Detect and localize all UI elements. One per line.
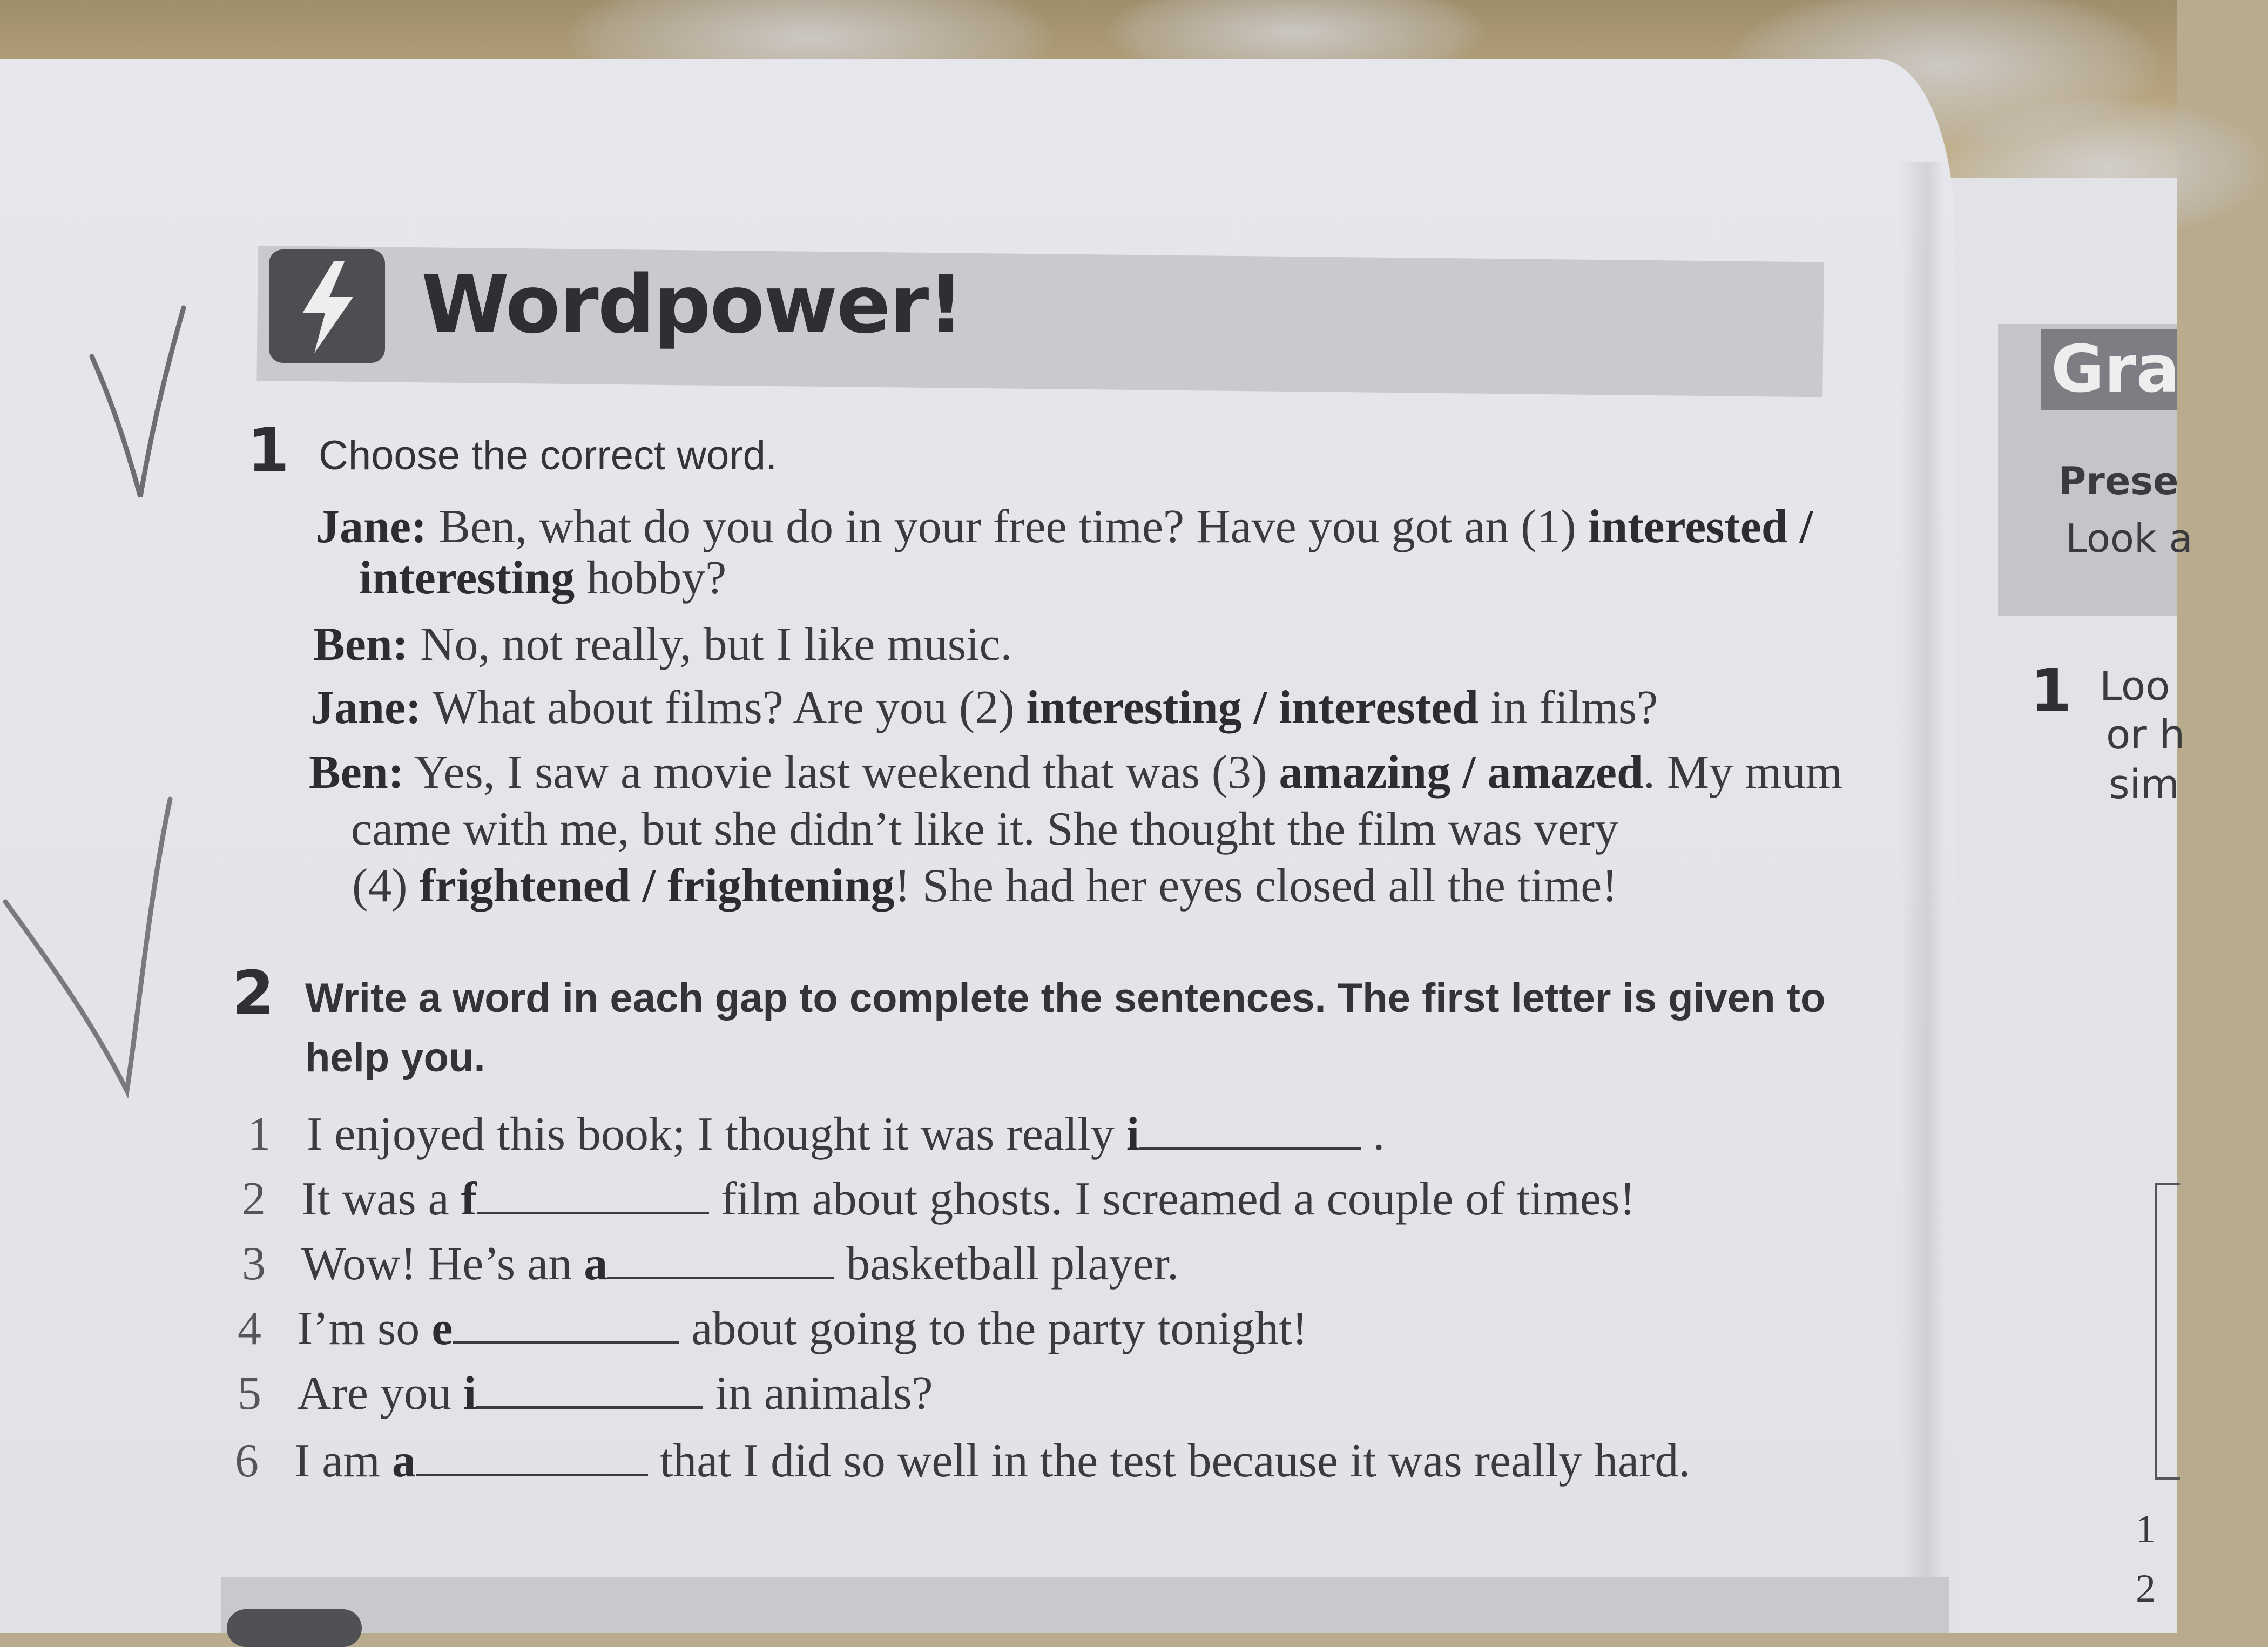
lightning-bolt-icon [269, 249, 385, 363]
dialogue-text: in films? [1478, 681, 1658, 734]
word-options: interesting / interested [1026, 681, 1479, 734]
dialogue-line [316, 500, 1813, 554]
dialogue-text: . My mum [1643, 746, 1843, 799]
sentence-text: Are you [297, 1367, 463, 1420]
word-options: interested / [1588, 501, 1813, 553]
page-gutter [1901, 162, 1944, 1633]
gap-sentence-1 [247, 1107, 1385, 1162]
gap-sentence-5 [238, 1366, 933, 1421]
right-page-number: 2 [2136, 1567, 2156, 1611]
sentence-text: I am [294, 1435, 392, 1487]
handwritten-check-mark [0, 767, 178, 1112]
word-options: frightened / frightening [419, 860, 895, 912]
dialogue-text: No, not really, but I like music. [420, 618, 1013, 671]
dialogue-line [352, 859, 1618, 913]
exercise-1-instruction: Choose the correct word. [319, 433, 778, 478]
first-letter: e [431, 1302, 453, 1355]
right-page-text: Loo [2100, 663, 2170, 710]
right-page-text: sim [2109, 761, 2180, 808]
first-letter: f [461, 1173, 477, 1225]
speaker: Ben: [313, 618, 408, 671]
gap-sentence-2 [242, 1172, 1636, 1226]
dialogue-text: What about films? Are you (2) [432, 681, 1027, 734]
handwritten-check-mark [76, 292, 216, 508]
item-number: 6 [235, 1435, 259, 1487]
next-section-icon [227, 1609, 362, 1647]
exercise-2-instruction: Write a word in each gap to complete the sentences. The first letter is given to [305, 975, 1826, 1021]
right-page-text: Look a [2066, 516, 2193, 561]
right-page-subtitle: Prese [2058, 459, 2179, 503]
item-number: 1 [247, 1108, 271, 1160]
item-number: 2 [242, 1173, 266, 1225]
item-number: 3 [242, 1238, 266, 1290]
answer-gap[interactable] [1139, 1115, 1361, 1150]
speaker: Jane: [316, 501, 427, 553]
sentence-text: in animals? [703, 1367, 933, 1420]
dialogue-line [313, 617, 1013, 672]
first-letter: a [392, 1435, 416, 1487]
word-options: interesting [359, 552, 575, 604]
right-page-title: Gra [2041, 329, 2177, 410]
page-title: Wordpower! [421, 258, 963, 351]
dialogue-line [351, 802, 1618, 856]
sentence-text: It was a [301, 1173, 461, 1225]
dialogue-line [309, 745, 1842, 800]
right-page-number: 1 [2136, 1507, 2156, 1551]
word-options: amazing / amazed [1279, 746, 1643, 799]
gap-sentence-4 [238, 1301, 1308, 1356]
answer-gap[interactable] [453, 1309, 679, 1344]
dialogue-text: Yes, I saw a movie last weekend that was (3) [414, 746, 1279, 799]
answer-gap[interactable] [608, 1244, 834, 1279]
speaker: Jane: [310, 681, 422, 734]
item-number: 5 [238, 1367, 261, 1420]
answer-gap[interactable] [476, 1374, 703, 1409]
dialogue-text: (4) [352, 860, 420, 912]
answer-gap[interactable] [477, 1179, 709, 1214]
sentence-text: Wow! He’s an [301, 1238, 584, 1290]
sentence-text: I’m so [297, 1302, 432, 1355]
sentence-text: I enjoyed this book; I thought it was really [307, 1108, 1126, 1160]
gap-sentence-6 [235, 1434, 1690, 1488]
sentence-text: that I did so well in the test because it was really hard. [647, 1435, 1691, 1487]
first-letter: i [1126, 1108, 1140, 1160]
gap-sentence-3 [242, 1237, 1179, 1291]
speaker: Ben: [309, 746, 404, 799]
dialogue-text: ! She had her eyes closed all the time! [894, 860, 1618, 912]
exercise-2-instruction-cont: help you. [305, 1035, 485, 1081]
sentence-text: about going to the party tonight! [679, 1302, 1308, 1355]
exercise-2-number: 2 [232, 959, 274, 1029]
right-page-exercise-number: 1 [2030, 656, 2072, 725]
right-page-text: or h [2106, 712, 2185, 758]
sentence-text: film about ghosts. I screamed a couple of times! [708, 1173, 1636, 1225]
dialogue-text: came with me, but she didn’t like it. She thought the film was very [351, 803, 1619, 855]
sentence-text: basketball player. [834, 1238, 1179, 1290]
exercise-1-number: 1 [247, 416, 289, 486]
answer-gap[interactable] [416, 1441, 648, 1476]
sentence-text: . [1361, 1108, 1385, 1160]
next-section-bar [221, 1577, 1949, 1633]
dialogue-text: Ben, what do you do in your free time? Have you got an (1) [438, 501, 1588, 553]
dialogue-text: hobby? [575, 552, 727, 604]
right-page-box [2155, 1183, 2180, 1480]
first-letter: a [584, 1238, 608, 1290]
item-number: 4 [238, 1302, 261, 1355]
dialogue-line [310, 680, 1658, 735]
first-letter: i [463, 1367, 477, 1420]
dialogue-line [359, 551, 726, 605]
